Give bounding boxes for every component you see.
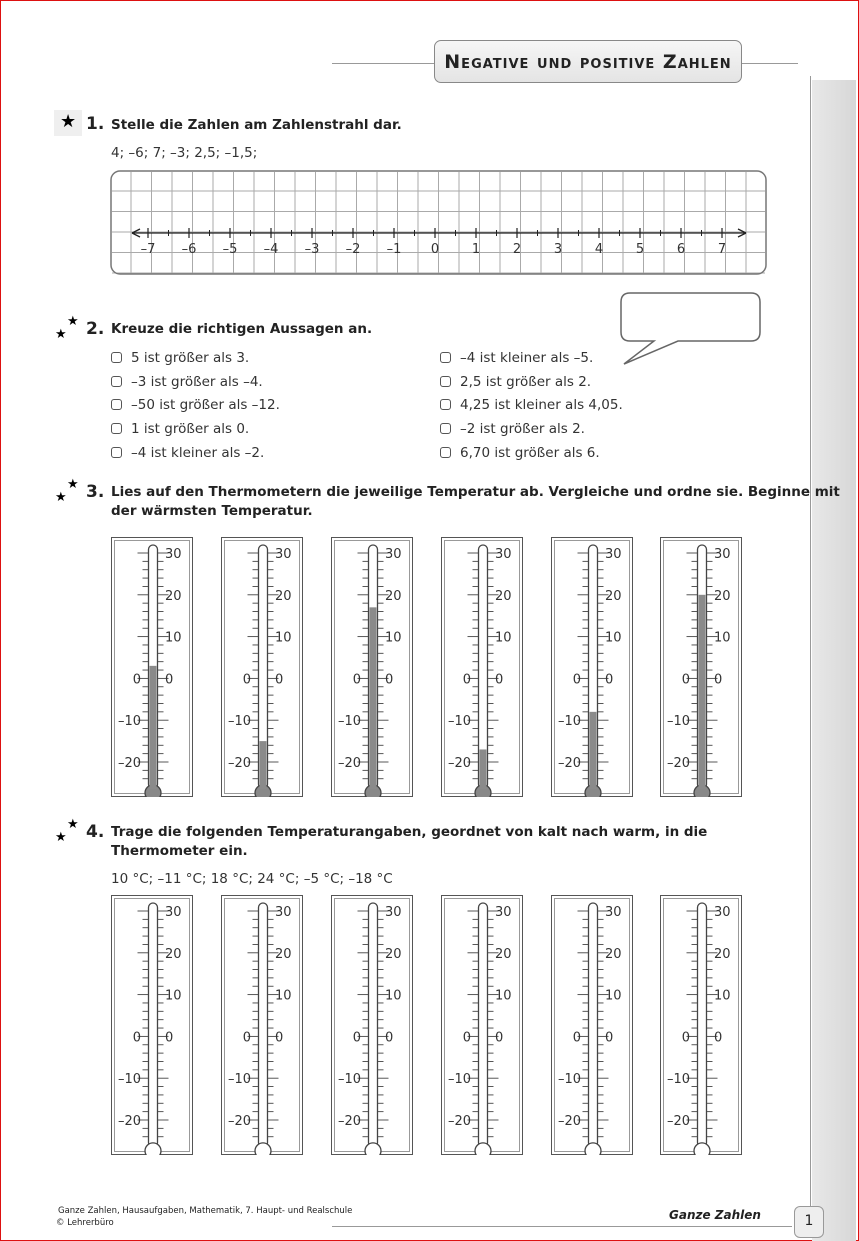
statement-text: 2,5 ist größer als 2. (460, 374, 592, 390)
footer-source: Ganze Zahlen, Hausaufgaben, Mathematik, 7. Haupt- und Realschule (58, 1206, 353, 1216)
statement-checkbox[interactable] (440, 447, 451, 458)
number-line-tick-label: –5 (222, 242, 238, 257)
statement-text: –50 ist größer als –12. (131, 397, 280, 413)
statement-checkbox[interactable] (111, 447, 122, 458)
number-line-tick-label: 3 (553, 242, 563, 257)
number-line-tick-label: 2 (512, 242, 522, 257)
task3-instruction-line2: der wärmsten Temperatur. (111, 503, 313, 519)
statement-checkbox[interactable] (440, 423, 451, 434)
statement-checkbox[interactable] (111, 423, 122, 434)
thermometer-label: 0 (604, 671, 613, 687)
thermometer-label: –20 (557, 755, 581, 771)
thermometer-label: 10 (274, 630, 292, 646)
thermometer-label: 20 (494, 588, 512, 604)
thermometer-label: 0 (462, 1029, 471, 1045)
task4-instruction-line2: Thermometer ein. (111, 843, 248, 859)
number-line-grid (110, 170, 768, 276)
thermometer-label: 30 (713, 904, 731, 920)
thermometer-label: 0 (164, 671, 173, 687)
statement-text: 6,70 ist größer als 6. (460, 445, 600, 461)
thermometer (551, 895, 633, 1155)
statement-checkbox[interactable] (440, 399, 451, 410)
thermometer-label: –10 (227, 713, 251, 729)
thermometer-label: –20 (337, 1113, 361, 1129)
thermometer-label: 20 (494, 946, 512, 962)
number-line-tick-label: –3 (304, 242, 320, 257)
thermometer (331, 537, 413, 797)
thermometer-label: 20 (274, 588, 292, 604)
thermometer-bulb (475, 1142, 491, 1154)
thermometer-label: 20 (604, 588, 622, 604)
thermometer (441, 537, 523, 797)
thermometer-label: 30 (384, 546, 402, 562)
thermometer-label: 30 (494, 546, 512, 562)
statement-item (111, 397, 280, 413)
statement-checkbox[interactable] (111, 399, 122, 410)
thermometer-label: –20 (227, 755, 251, 771)
thermometer (221, 895, 303, 1155)
statement-text: –2 ist größer als 2. (460, 421, 585, 437)
footer-rule (332, 1226, 792, 1227)
thermometer-mercury (259, 741, 266, 789)
thermometer-label: 10 (604, 630, 622, 646)
thermometer-scale (221, 895, 303, 1155)
thermometer-label: 0 (604, 1029, 613, 1045)
thermometer-label: 30 (604, 904, 622, 920)
task3-instruction-line1: Lies auf den Thermometern die jeweilige Temperatur ab. Vergleiche und ordne sie. Beginne mit (111, 484, 840, 500)
footer-copyright: © Lehrerbüro (56, 1218, 114, 1228)
thermometer-label: –20 (117, 1113, 141, 1129)
thermometer-label: 10 (713, 630, 731, 646)
number-line-tick-label: 1 (471, 242, 481, 257)
thermometer-label: 0 (713, 671, 722, 687)
thermometer-label: 0 (132, 1029, 141, 1045)
thermometer-scale (551, 895, 633, 1155)
task4-number: 4. (86, 822, 105, 842)
task1-numbers: 4; –6; 7; –3; 2,5; –1,5; (111, 145, 258, 161)
statement-text: –4 ist kleiner als –2. (131, 445, 265, 461)
thermometer-label: 0 (352, 671, 361, 687)
thermometer (551, 537, 633, 797)
number-line-tick-label: 0 (430, 242, 440, 257)
thermometer-scale (111, 895, 193, 1155)
number-line-tick-label: –6 (181, 242, 197, 257)
thermometer-label: 30 (713, 546, 731, 562)
statement-item (111, 350, 249, 366)
thermometer-mercury (369, 607, 376, 789)
thermometer-label: 30 (384, 904, 402, 920)
number-line-tick-label: –7 (140, 242, 156, 257)
thermometer-label: –10 (337, 1071, 361, 1087)
thermometer-label: 0 (164, 1029, 173, 1045)
thermometer-label: 10 (494, 630, 512, 646)
thermometer-label: 10 (164, 630, 182, 646)
thermometer-label: –10 (117, 713, 141, 729)
statement-checkbox[interactable] (111, 376, 122, 387)
thermometer-label: –10 (227, 1071, 251, 1087)
statement-text: –3 ist größer als –4. (131, 374, 263, 390)
thermometer (331, 895, 413, 1155)
thermometer-label: 0 (242, 1029, 251, 1045)
thermometer-label: 0 (713, 1029, 722, 1045)
thermometer-label: 0 (494, 1029, 503, 1045)
number-line-tick-label: –4 (263, 242, 279, 257)
thermometer-label: –20 (666, 1113, 690, 1129)
number-line-tick-label: 7 (717, 242, 727, 257)
statement-checkbox[interactable] (440, 352, 451, 363)
statement-item (440, 421, 585, 437)
page-number: 1 (794, 1206, 824, 1238)
statement-text: –4 ist kleiner als –5. (460, 350, 594, 366)
task3-number: 3. (86, 482, 105, 502)
star-icon: ★ (55, 490, 67, 505)
thermometer-mercury (479, 749, 486, 788)
thermometer-label: 30 (494, 904, 512, 920)
star-icon: ★ (67, 817, 79, 832)
thermometer (221, 537, 303, 797)
star-icon: ★ (60, 111, 77, 132)
page-title-box (434, 40, 742, 83)
thermometer-label: 0 (384, 671, 393, 687)
statement-text: 1 ist größer als 0. (131, 421, 250, 437)
thermometer-label: 0 (681, 671, 690, 687)
thermometer-label: –10 (117, 1071, 141, 1087)
statement-item (111, 445, 264, 461)
right-rule (810, 76, 811, 1210)
number-line-tick-label: 6 (676, 242, 686, 257)
header-rule-left (332, 63, 434, 64)
statement-checkbox[interactable] (111, 352, 122, 363)
thermometer-bulb (365, 1142, 381, 1154)
thermometer-scale (441, 895, 523, 1155)
thermometer-label: 0 (681, 1029, 690, 1045)
thermometer-label: 0 (572, 1029, 581, 1045)
thermometer-label: 30 (604, 546, 622, 562)
star-icon: ★ (55, 830, 67, 845)
thermometer-mercury (698, 594, 705, 788)
page-title: Negative und positive Zahlen (444, 50, 732, 73)
thermometer-label: –10 (666, 713, 690, 729)
thermometer-label: 30 (164, 904, 182, 920)
thermometer-bulb (255, 1142, 271, 1154)
thermometer-label: 0 (132, 671, 141, 687)
thermometer-label: 10 (494, 988, 512, 1004)
task1-number: 1. (86, 114, 105, 134)
thermometer-label: –20 (447, 1113, 471, 1129)
thermometer-label: –20 (227, 1113, 251, 1129)
statement-item (440, 374, 591, 390)
thermometer-label: –10 (666, 1071, 690, 1087)
statement-item (440, 445, 600, 461)
thermometer (660, 895, 742, 1155)
statement-checkbox[interactable] (440, 376, 451, 387)
thermometer-label: 20 (164, 588, 182, 604)
thermometer-label: 20 (713, 946, 731, 962)
thermometer-label: –10 (557, 1071, 581, 1087)
page-edge-shade (812, 80, 856, 1241)
thermometer-label: 0 (274, 1029, 283, 1045)
thermometer-label: 10 (384, 988, 402, 1004)
statement-text: 4,25 ist kleiner als 4,05. (460, 397, 623, 413)
thermometer-label: –20 (117, 755, 141, 771)
thermometer-label: –20 (557, 1113, 581, 1129)
thermometer-label: 20 (713, 588, 731, 604)
thermometer-mercury (149, 665, 156, 788)
statement-item (440, 397, 623, 413)
thermometer-label: –20 (666, 755, 690, 771)
thermometer-label: 30 (164, 546, 182, 562)
thermometer-scale (551, 537, 633, 797)
task2-instruction: Kreuze die richtigen Aussagen an. (111, 321, 373, 337)
number-line-tick-label: 4 (594, 242, 604, 257)
header-rule-right (742, 63, 798, 64)
thermometer-mercury (589, 711, 596, 788)
thermometer-label: 20 (164, 946, 182, 962)
thermometer-scale (441, 537, 523, 797)
thermometer-bulb (585, 1142, 601, 1154)
number-line-tick-label: –2 (345, 242, 361, 257)
thermometer-label: 0 (462, 671, 471, 687)
statement-item (440, 350, 593, 366)
star-icon: ★ (67, 314, 79, 329)
thermometer-label: 10 (274, 988, 292, 1004)
task1-instruction: Stelle die Zahlen am Zahlenstrahl dar. (111, 117, 402, 133)
thermometer-label: 0 (494, 671, 503, 687)
thermometer-label: 30 (274, 546, 292, 562)
thermometer-bulb (694, 1142, 710, 1154)
thermometer-label: –10 (557, 713, 581, 729)
thermometer-label: 10 (713, 988, 731, 1004)
thermometer (660, 537, 742, 797)
number-line-tick-label: 5 (635, 242, 645, 257)
thermometer-label: 0 (242, 671, 251, 687)
thermometer (111, 537, 193, 797)
thermometer-scale (111, 537, 193, 797)
thermometer-label: 20 (604, 946, 622, 962)
statement-text: 5 ist größer als 3. (131, 350, 250, 366)
thermometer-label: 10 (384, 630, 402, 646)
speech-bubble-icon (618, 290, 764, 370)
thermometer-label: –10 (447, 1071, 471, 1087)
thermometer-label: 10 (604, 988, 622, 1004)
thermometer-label: 0 (274, 671, 283, 687)
thermometer-label: 10 (164, 988, 182, 1004)
thermometer-label: 30 (274, 904, 292, 920)
thermometer-scale (331, 537, 413, 797)
thermometer-label: 0 (384, 1029, 393, 1045)
thermometer-label: –10 (337, 713, 361, 729)
thermometer-scale (221, 537, 303, 797)
thermometer-label: –10 (447, 713, 471, 729)
statement-item (111, 374, 263, 390)
thermometer-label: 0 (352, 1029, 361, 1045)
task2-number: 2. (86, 319, 105, 339)
task4-instruction-line1: Trage die folgenden Temperaturangaben, geordnet von kalt nach warm, in die (111, 824, 708, 840)
thermometer-label: 0 (572, 671, 581, 687)
task4-values: 10 °C; –11 °C; 18 °C; 24 °C; –5 °C; –18 °C (111, 871, 393, 887)
footer-section: Ganze Zahlen (669, 1208, 761, 1222)
star-icon: ★ (67, 477, 79, 492)
thermometer-bulb (145, 1142, 161, 1154)
star-icon: ★ (55, 327, 67, 342)
number-line-tick-label: –1 (386, 242, 402, 257)
statement-item (111, 421, 249, 437)
thermometer (111, 895, 193, 1155)
thermometer (441, 895, 523, 1155)
thermometer-label: 20 (384, 946, 402, 962)
thermometer-label: 20 (384, 588, 402, 604)
thermometer-scale (331, 895, 413, 1155)
thermometer-scale (660, 895, 742, 1155)
thermometer-scale (660, 537, 742, 797)
thermometer-label: –20 (447, 755, 471, 771)
thermometer-label: 20 (274, 946, 292, 962)
thermometer-label: –20 (337, 755, 361, 771)
